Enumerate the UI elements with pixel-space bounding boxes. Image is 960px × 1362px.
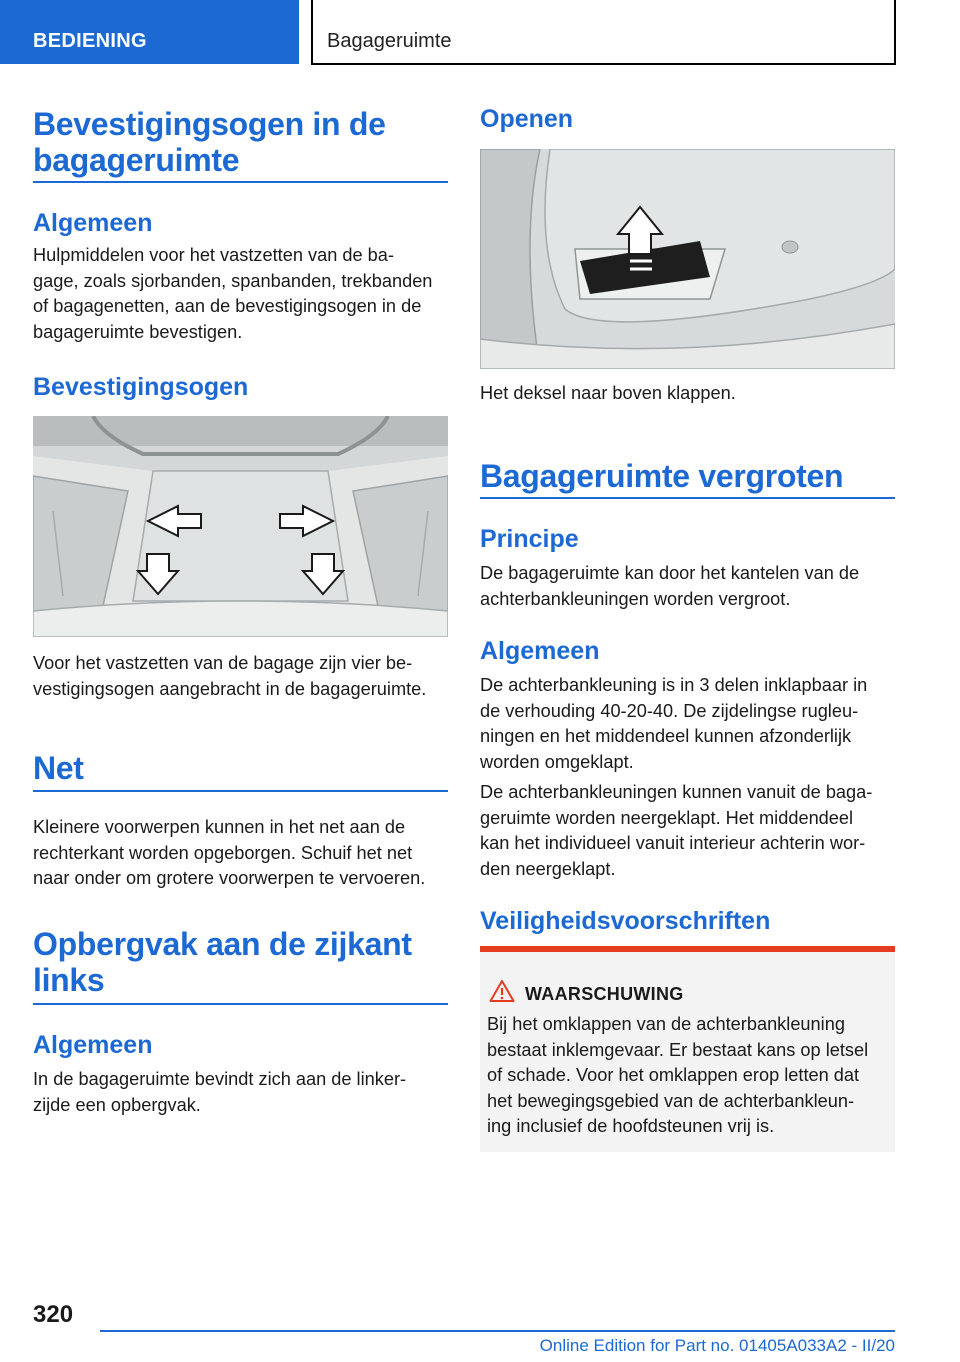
title-rule bbox=[33, 181, 448, 183]
heading-algemeen-1: Algemeen bbox=[33, 209, 153, 237]
paragraph-algemeen-3a: De achterbankleuning is in 3 delen inklapbaar in de verhouding 40-20-40. De zijdelingse rugleu- ningen en het middendeel kunnen afzonderlijk worden omgeklapt. bbox=[480, 675, 868, 772]
title-opbergvak: Opbergvak aan de zijkant links bbox=[33, 926, 412, 998]
chapter-header bbox=[311, 0, 896, 65]
warning-text: Bij het omklappen van de achterbankleuning bestaat inklemgevaar. Er bestaat kans op letsel of schade. Voor het omklappen erop letten dat het bewegingsgebied van de achterbankleun- ing inclusief de hoofdsteunen vrij is. bbox=[487, 1014, 869, 1136]
title-net: Net bbox=[33, 750, 84, 786]
section-label: BEDIENING bbox=[33, 30, 147, 52]
storage-lid-photo bbox=[480, 149, 895, 369]
vergroten-rule bbox=[480, 497, 895, 499]
paragraph-algemeen-3b: De achterbankleuningen kunnen vanuit de baga- geruimte worden neergeklapt. Het middendeel kan het individueel vanuit interieur achterin wor- den neergeklapt. bbox=[480, 782, 873, 879]
net-rule bbox=[33, 790, 448, 792]
heading-veiligheid: Veiligheidsvoorschriften bbox=[480, 907, 771, 935]
paragraph-bevestigingsogen: Voor het vastzetten van de bagage zijn vier be- vestigingsogen aangebracht in de bagageruimte. bbox=[33, 653, 427, 699]
heading-openen: Openen bbox=[480, 105, 574, 133]
title-bevestigingsogen: Bevestigingsogen in de bagageruimte bbox=[33, 106, 386, 178]
heading-algemeen-2: Algemeen bbox=[33, 1031, 153, 1059]
trunk-photo bbox=[33, 416, 448, 637]
warning-triangle-icon bbox=[489, 979, 515, 1003]
heading-bevestigingsogen: Bevestigingsogen bbox=[33, 373, 249, 401]
footer-edition: Online Edition for Part no. 01405A033A2 - II/20 bbox=[539, 1336, 895, 1355]
heading-algemeen-3: Algemeen bbox=[480, 637, 600, 665]
page-number: 320 bbox=[33, 1301, 74, 1328]
opbergvak-rule bbox=[33, 1003, 448, 1005]
paragraph-principe: De bagageruimte kan door het kantelen van de achterbankleuningen worden vergroot. bbox=[480, 563, 860, 609]
heading-principe: Principe bbox=[480, 525, 579, 553]
footer-rule bbox=[100, 1330, 895, 1332]
paragraph-openen: Het deksel naar boven klappen. bbox=[480, 383, 736, 403]
paragraph-algemeen-2: In de bagageruimte bevindt zich aan de linker- zijde een opbergvak. bbox=[33, 1069, 407, 1115]
paragraph-algemeen-1: Hulpmiddelen voor het vastzetten van de ba- gage, zoals sjorbanden, spanbanden, trekbanden of bagagenetten, aan de bevestigingsogen in de bagageruimte bevestigen. bbox=[33, 245, 433, 342]
warning-title: WAARSCHUWING bbox=[525, 984, 684, 1004]
warning-box bbox=[480, 946, 895, 1152]
paragraph-net: Kleinere voorwerpen kunnen in het net aan de rechterkant worden opgeborgen. Schuif het net naar onder om grotere voorwerpen te vervoeren. bbox=[33, 817, 426, 888]
section-tab bbox=[0, 0, 299, 64]
chapter-label: Bagageruimte bbox=[327, 30, 452, 52]
title-vergroten: Bagageruimte vergroten bbox=[480, 458, 844, 494]
